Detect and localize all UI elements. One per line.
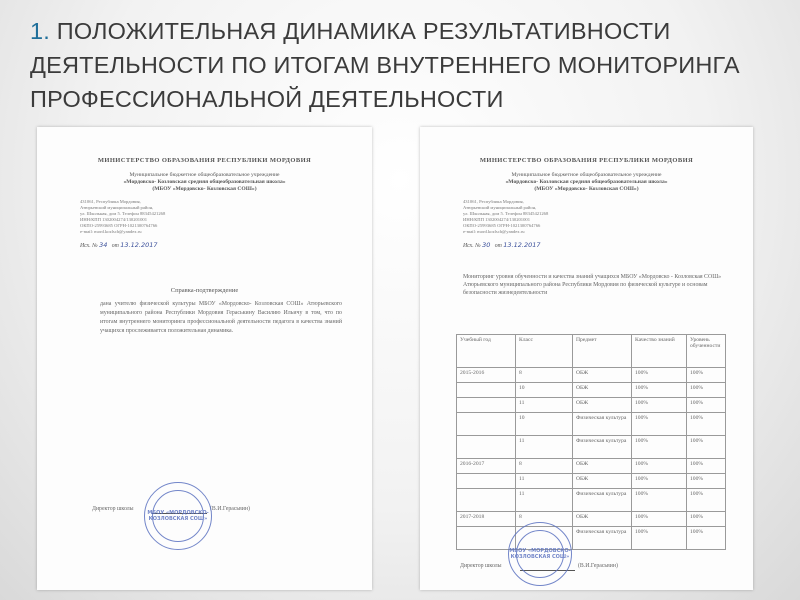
table-header-cell: Уровень обученности: [687, 335, 726, 368]
table-cell: 100%: [632, 489, 687, 512]
table-row: [457, 512, 726, 527]
table-cell: 100%: [632, 436, 687, 459]
document-title: Справка-подтверждение: [170, 287, 239, 294]
school-stamp: [508, 522, 572, 586]
table-cell: 100%: [687, 512, 726, 527]
table-row: [457, 474, 726, 489]
address-line: ИНН/КПП 1302004274/130201001: [463, 217, 530, 222]
institution-line2: «Мордовско- Козловская средняя общеобразовательная школа»: [505, 179, 668, 185]
date-value: 13.12.2017: [120, 241, 158, 249]
table-row: [457, 368, 726, 383]
table-cell: 2016-2017: [457, 459, 516, 474]
institution-line3: (МБОУ «Мордовско- Козловская СОШ»): [534, 186, 639, 192]
table-cell: 100%: [687, 383, 726, 398]
date-label: от: [111, 243, 119, 249]
slide-title-number: 1.: [30, 18, 50, 44]
table-header-cell: Учебный год: [457, 335, 516, 368]
slide-title: [30, 14, 770, 116]
table-row: [457, 459, 726, 474]
ministry-header: МИНИСТЕРСТВО ОБРАЗОВАНИЯ РЕСПУБЛИКИ МОРДОВИЯ: [479, 157, 694, 164]
table-cell: 10: [516, 413, 573, 436]
table-cell: ОБЖ: [573, 383, 632, 398]
table-cell: 11: [516, 474, 573, 489]
table-cell: 2017-2018: [457, 512, 516, 527]
table-cell: 8: [516, 459, 573, 474]
table-row: [457, 413, 726, 436]
confirmation-letter-page: [37, 127, 372, 590]
stamp-text: МБОУ «МОРДОВСКО-КОЗЛОВСКАЯ СОШ»: [509, 548, 571, 560]
date-label: от: [494, 243, 502, 249]
address-line: Атюрьевский муниципальный район,: [463, 205, 537, 210]
table-cell: ОБЖ: [573, 398, 632, 413]
director-label: Директор школы: [460, 563, 502, 569]
address-line: ИНН/КПП 1302004274/130201001: [80, 217, 147, 222]
table-cell: Физическая культура: [573, 489, 632, 512]
table-cell: [457, 489, 516, 512]
table-cell: 100%: [632, 512, 687, 527]
monitoring-table: [456, 334, 726, 550]
institution-line2: «Мордовско- Козловская средняя общеобразовательная школа»: [123, 179, 286, 185]
table-cell: 8: [516, 368, 573, 383]
address-line: ОКПО-25993685 ОГРН-1021300764766: [463, 223, 541, 228]
outgoing-number-value: 34: [99, 241, 108, 249]
address-line: Атюрьевский муниципальный район,: [80, 205, 154, 210]
table-cell: 11: [516, 436, 573, 459]
address-line: ул. Школьная, дом 5. Телефон 88345421268: [80, 211, 166, 216]
document-body: дана учителю физической культуры МБОУ «Мордовско- Козловская СОШ» Атюрьевского муниципального района Республики Мордовия Гераськину Василию Ильичу в том, что по итогам внутреннего мониторинга профессиональной деятельности педагога в качества знаний учащихся прослеживается положительная динамика.: [100, 301, 342, 334]
table-cell: ОБЖ: [573, 474, 632, 489]
table-cell: 100%: [632, 459, 687, 474]
table-cell: 100%: [687, 459, 726, 474]
table-cell: 100%: [687, 489, 726, 512]
address-line: 431061, Республика Мордовия,: [80, 199, 141, 204]
address-line: e-mail: mord.kozlsch@yandex.ru: [463, 229, 525, 234]
outgoing-number: [80, 241, 372, 249]
address-line: ул. Школьная, дом 5. Телефон 88345421268: [463, 211, 549, 216]
table-cell: 10: [516, 383, 573, 398]
stamp-text: МБОУ «МОРДОВСКО-КОЗЛОВСКАЯ СОШ»: [147, 510, 209, 522]
table-row: [457, 436, 726, 459]
table-header-row: [457, 335, 726, 368]
table-cell: [457, 436, 516, 459]
table-cell: 100%: [687, 436, 726, 459]
table-cell: 8: [516, 512, 573, 527]
table-cell: [457, 474, 516, 489]
table-cell: 100%: [632, 527, 687, 550]
table-cell: [457, 413, 516, 436]
table-header-cell: Предмет: [573, 335, 632, 368]
table-header-cell: Класс: [516, 335, 573, 368]
table-cell: [457, 383, 516, 398]
school-stamp: [144, 482, 212, 550]
director-name: (В.И.Герасьвин): [578, 563, 618, 569]
director-name: (В.И.Герасьвин): [210, 506, 250, 512]
institution-header: [420, 172, 753, 193]
institution-line1: Муниципальное бюджетное общеобразовательное учреждение: [129, 172, 280, 178]
table-cell: 2015-2016: [457, 368, 516, 383]
table-cell: 100%: [687, 368, 726, 383]
outgoing-number: [463, 241, 753, 249]
table-cell: [457, 527, 516, 550]
table-cell: [457, 398, 516, 413]
table-cell: Физическая культура: [573, 527, 632, 550]
table-row: [457, 398, 726, 413]
table-cell: 100%: [687, 413, 726, 436]
outgoing-number-label: Исх. №: [463, 243, 481, 249]
table-cell: ОБЖ: [573, 459, 632, 474]
director-label: Директор школы: [92, 506, 134, 512]
table-cell: 100%: [687, 527, 726, 550]
table-cell: 100%: [687, 398, 726, 413]
address-block: [463, 199, 753, 235]
institution-header: [37, 172, 372, 193]
address-block: [80, 199, 372, 235]
table-cell: Физическая культура: [573, 436, 632, 459]
table-cell: Физическая культура: [573, 413, 632, 436]
slide-title-text: ПОЛОЖИТЕЛЬНАЯ ДИНАМИКА РЕЗУЛЬТАТИВНОСТИ ДЕЯТЕЛЬНОСТИ ПО ИТОГАМ ВНУТРЕННЕГО МОНИТОРИНГА ПРОФЕССИОНАЛЬНОЙ ДЕЯТЕЛЬНОСТИ: [30, 18, 740, 112]
table-row: [457, 527, 726, 550]
table-cell: ОБЖ: [573, 368, 632, 383]
ministry-header: МИНИСТЕРСТВО ОБРАЗОВАНИЯ РЕСПУБЛИКИ МОРДОВИЯ: [97, 157, 312, 164]
table-cell: 100%: [632, 383, 687, 398]
institution-line1: Муниципальное бюджетное общеобразовательное учреждение: [511, 172, 662, 178]
table-cell: 100%: [687, 474, 726, 489]
table-cell: 100%: [632, 368, 687, 383]
outgoing-number-value: 30: [482, 241, 491, 249]
table-row: [457, 383, 726, 398]
table-cell: 100%: [632, 413, 687, 436]
address-line: 431061, Республика Мордовия,: [463, 199, 524, 204]
address-line: e-mail: mord.kozlsch@yandex.ru: [80, 229, 142, 234]
table-cell: 100%: [632, 398, 687, 413]
table-row: [457, 489, 726, 512]
table-cell: 100%: [632, 474, 687, 489]
table-header-cell: Качество знаний: [632, 335, 687, 368]
date-value: 13.12.2017: [503, 241, 541, 249]
monitoring-report-page: [420, 127, 753, 590]
table-cell: 11: [516, 489, 573, 512]
table-cell: 11: [516, 398, 573, 413]
address-line: ОКПО-25993685 ОГРН-1021300764766: [80, 223, 158, 228]
institution-line3: (МБОУ «Мордовско- Козловская СОШ»): [152, 186, 257, 192]
outgoing-number-label: Исх. №: [80, 243, 98, 249]
table-cell: ОБЖ: [573, 512, 632, 527]
monitoring-intro: Мониторинг уровня обученности и качества знаний учащихся МБОУ «Мордовско - Козловская СОШ» Атюрьевского муниципального района Республики Мордовия по физической культуре и основам безопасности жизнедеятельности: [463, 274, 722, 297]
